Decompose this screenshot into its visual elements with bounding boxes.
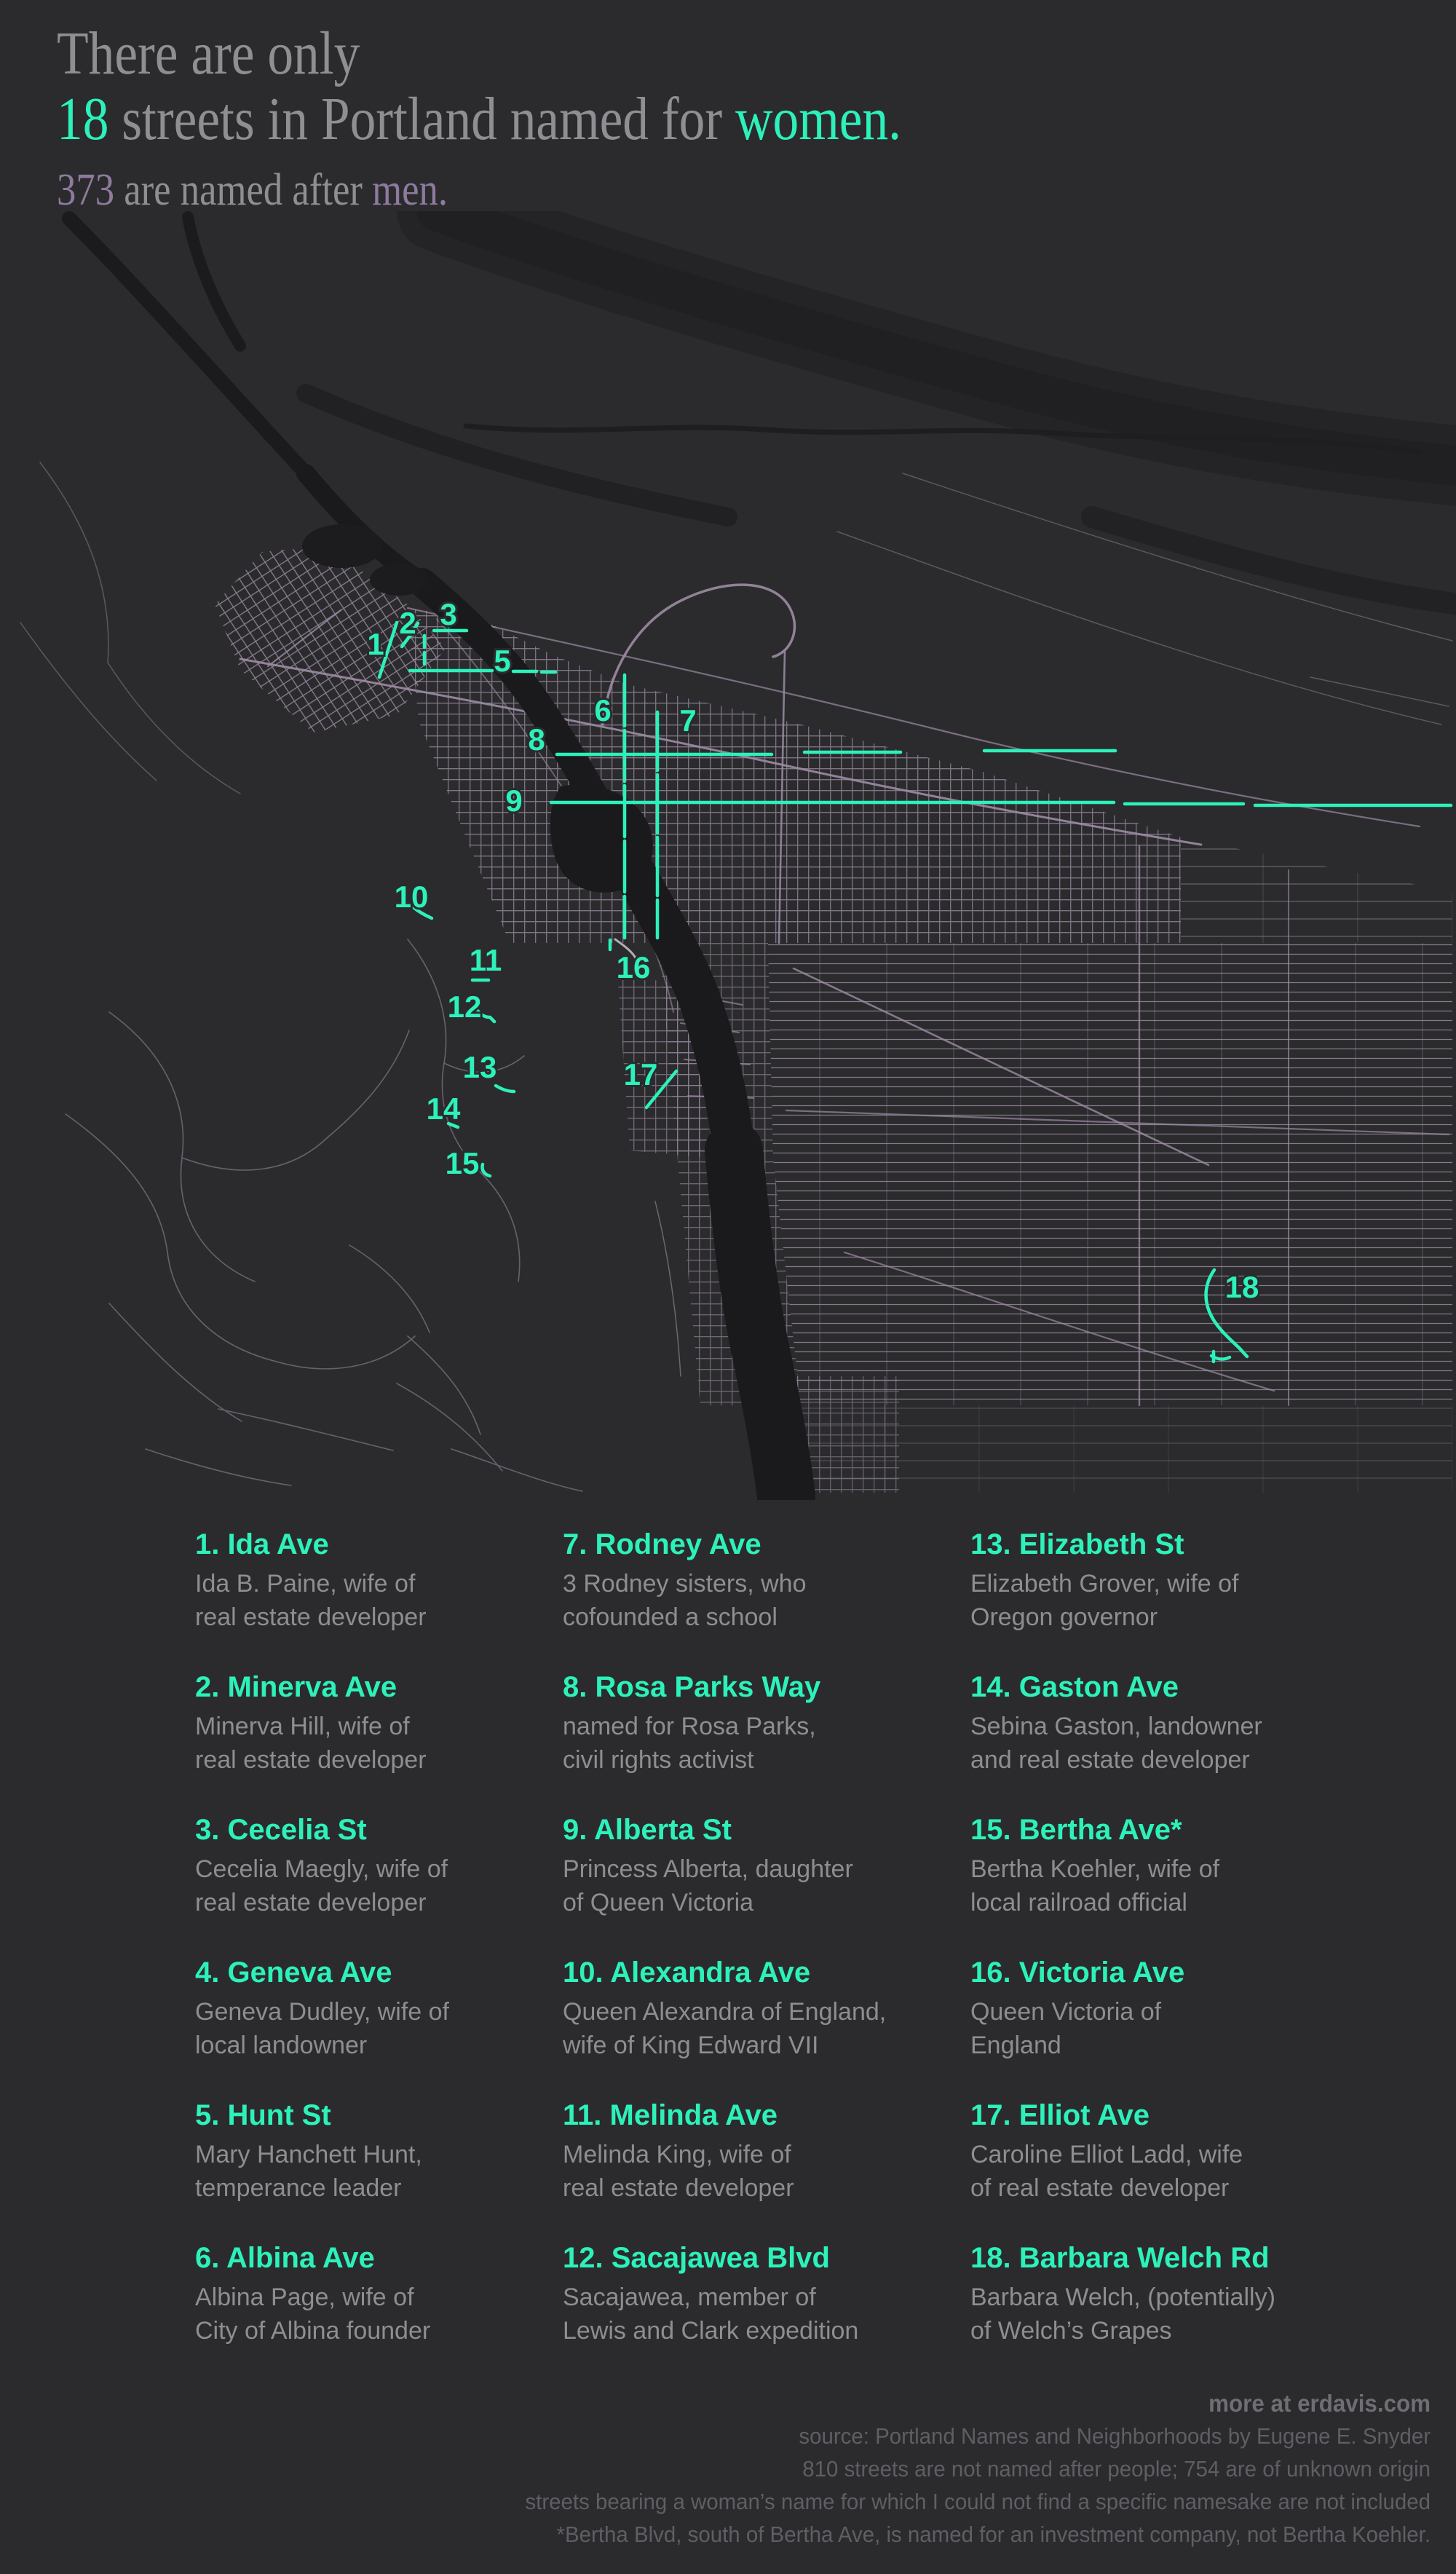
street-name: 13. Elizabeth St bbox=[970, 1528, 1184, 1560]
legend-item bbox=[563, 2240, 956, 2348]
street-desc-line: Oregon governor bbox=[970, 1603, 1158, 1631]
street-desc-line: wife of King Edward VII bbox=[563, 2032, 819, 2059]
map-marker-10: 10 bbox=[394, 880, 429, 914]
street-name: 16. Victoria Ave bbox=[970, 1957, 1185, 1989]
legend-item bbox=[563, 2097, 956, 2205]
count-men: 373 bbox=[57, 165, 115, 215]
street-name: 12. Sacajawea Blvd bbox=[563, 2242, 830, 2274]
street-desc-line: real estate developer bbox=[563, 2174, 794, 2202]
street-desc-line: and real estate developer bbox=[970, 1746, 1250, 1774]
bybee-lake bbox=[370, 564, 428, 596]
street-desc-line: Queen Alexandra of England, bbox=[563, 1998, 887, 2026]
legend-item bbox=[195, 1669, 588, 1777]
footer-note-bertha: *Bertha Blvd, south of Bertha Ave, is named for an investment company, not Bertha Koehler. bbox=[556, 2522, 1431, 2547]
word-men: men. bbox=[372, 165, 448, 215]
street-desc-line: Sacajawea, member of bbox=[563, 2283, 816, 2311]
title-line-3 bbox=[57, 165, 901, 216]
footer-note-namesake: streets bearing a woman’s name for which I could not find a specific namesake are not included bbox=[525, 2489, 1431, 2514]
street-name: 17. Elliot Ave bbox=[970, 2099, 1150, 2131]
street-desc-line: Ida B. Paine, wife of bbox=[195, 1570, 416, 1598]
map-marker-16: 16 bbox=[616, 950, 651, 984]
street-desc-line: real estate developer bbox=[195, 1603, 427, 1631]
legend-item bbox=[970, 2097, 1364, 2205]
footer-source: source: Portland Names and Neighborhoods by Eugene E. Snyder bbox=[799, 2423, 1431, 2449]
map-marker-11: 11 bbox=[469, 943, 502, 977]
eastside-grid bbox=[768, 943, 1452, 1405]
map-marker-8: 8 bbox=[528, 722, 545, 757]
street-desc-line: of Queen Victoria bbox=[563, 1889, 754, 1916]
street-desc-line: local railroad official bbox=[970, 1889, 1187, 1916]
footer-stats: 810 streets are not named after people; 754 are of unknown origin bbox=[802, 2456, 1431, 2482]
street-name: 1. Ida Ave bbox=[195, 1528, 329, 1560]
street-name: 4. Geneva Ave bbox=[195, 1957, 392, 1989]
southwest-hills-roads bbox=[66, 939, 582, 1491]
legend-item bbox=[195, 1954, 588, 2062]
street-desc-line: of real estate developer bbox=[970, 2174, 1230, 2202]
street-name: 6. Albina Ave bbox=[195, 2242, 375, 2274]
street-desc-line: Geneva Dudley, wife of bbox=[195, 1998, 449, 2026]
legend-item bbox=[563, 1954, 956, 2062]
street-name: 14. Gaston Ave bbox=[970, 1671, 1179, 1703]
legend-item bbox=[970, 2240, 1364, 2348]
title-line-1: There are only bbox=[57, 20, 360, 87]
map-marker-3: 3 bbox=[440, 597, 457, 631]
street-desc-line: real estate developer bbox=[195, 1746, 427, 1774]
legend-item bbox=[195, 2097, 588, 2205]
street-desc-line: Queen Victoria of bbox=[970, 1998, 1162, 2026]
street-desc-line: Albina Page, wife of bbox=[195, 2283, 414, 2311]
map-marker-9: 9 bbox=[505, 783, 523, 818]
street-name: 15. Bertha Ave* bbox=[970, 1814, 1182, 1846]
street-desc-line: temperance leader bbox=[195, 2174, 402, 2202]
street-desc-line: Elizabeth Grover, wife of bbox=[970, 1570, 1239, 1598]
street-desc-line: Lewis and Clark expedition bbox=[563, 2317, 859, 2345]
map-marker-17: 17 bbox=[623, 1057, 658, 1091]
street-name: 5. Hunt St bbox=[195, 2099, 331, 2131]
street-name: 8. Rosa Parks Way bbox=[563, 1671, 821, 1703]
street-desc-line: 3 Rodney sisters, who bbox=[563, 1570, 807, 1598]
map-marker-7: 7 bbox=[679, 703, 697, 738]
street-elizabeth-st bbox=[496, 1086, 514, 1091]
street-name: 2. Minerva Ave bbox=[195, 1671, 397, 1703]
map-marker-14: 14 bbox=[426, 1091, 461, 1126]
portland-street-map bbox=[0, 211, 1456, 1500]
legend-column-2 bbox=[563, 1526, 956, 2382]
street-desc-line: real estate developer bbox=[195, 1889, 427, 1916]
title-line-2 bbox=[57, 86, 901, 153]
north-portland-grid bbox=[408, 608, 659, 943]
street-desc-line: named for Rosa Parks, bbox=[563, 1713, 816, 1740]
far-east-grid bbox=[1181, 837, 1452, 943]
title-line-2-text: streets in Portland named for bbox=[108, 85, 735, 153]
street-name: 9. Alberta St bbox=[563, 1814, 732, 1846]
street-name: 10. Alexandra Ave bbox=[563, 1957, 811, 1989]
legend-item bbox=[195, 1812, 588, 1919]
smith-lake bbox=[302, 524, 382, 568]
word-women: women. bbox=[735, 85, 902, 153]
street-desc-line: Mary Hanchett Hunt, bbox=[195, 2141, 422, 2168]
northeast-grid bbox=[628, 684, 1181, 943]
map-marker-6: 6 bbox=[594, 693, 612, 727]
legend-item bbox=[195, 2240, 588, 2348]
street-desc-line: Barbara Welch, (potentially) bbox=[970, 2283, 1275, 2311]
street-desc-line: Sebina Gaston, landowner bbox=[970, 1713, 1262, 1740]
street-desc-line: England bbox=[970, 2032, 1061, 2059]
title-line-3-text: are named after bbox=[114, 165, 373, 215]
street-desc-line: civil rights activist bbox=[563, 1746, 754, 1774]
street-desc-line: Princess Alberta, daughter bbox=[563, 1855, 853, 1883]
legend-column-3 bbox=[970, 1526, 1364, 2382]
street-name: 11. Melinda Ave bbox=[563, 2099, 778, 2131]
legend-item bbox=[970, 1526, 1364, 1634]
map-marker-5: 5 bbox=[494, 644, 511, 678]
street-desc-line: City of Albina founder bbox=[195, 2317, 431, 2345]
map-marker-13: 13 bbox=[462, 1050, 497, 1084]
footer-credits bbox=[525, 2387, 1431, 2551]
legend-item bbox=[970, 1954, 1364, 2062]
street-name: 18. Barbara Welch Rd bbox=[970, 2242, 1270, 2274]
street-desc-line: local landowner bbox=[195, 2032, 368, 2059]
map-marker-2: 2 bbox=[399, 606, 416, 640]
legend-item bbox=[195, 1526, 588, 1634]
footer-more-link: more at erdavis.com bbox=[1208, 2390, 1431, 2417]
legend-item bbox=[970, 1812, 1364, 1919]
street-desc-line: Bertha Koehler, wife of bbox=[970, 1855, 1220, 1883]
title-block bbox=[57, 22, 901, 216]
street-desc-line: Melinda King, wife of bbox=[563, 2141, 791, 2168]
legend-item bbox=[563, 1669, 956, 1777]
street-desc-line: cofounded a school bbox=[563, 1603, 778, 1631]
map-marker-12: 12 bbox=[447, 990, 482, 1024]
map-marker-15: 15 bbox=[445, 1146, 480, 1180]
street-desc-line: Minerva Hill, wife of bbox=[195, 1713, 410, 1740]
street-desc-line: Cecelia Maegly, wife of bbox=[195, 1855, 448, 1883]
legend-column-1 bbox=[195, 1526, 588, 2382]
legend-item bbox=[970, 1669, 1364, 1777]
map-marker-18: 18 bbox=[1224, 1270, 1259, 1304]
street-bertha-ave bbox=[482, 1164, 490, 1176]
street-name: 7. Rodney Ave bbox=[563, 1528, 761, 1560]
street-desc-line: Caroline Elliot Ladd, wife bbox=[970, 2141, 1243, 2168]
map-marker-1: 1 bbox=[367, 627, 384, 661]
street-desc-line: of Welch’s Grapes bbox=[970, 2317, 1172, 2345]
north-portland-harbor bbox=[306, 393, 728, 517]
legend-item bbox=[563, 1812, 956, 1919]
street-name: 3. Cecelia St bbox=[195, 1814, 367, 1846]
count-women: 18 bbox=[57, 85, 109, 153]
street-hunt-st bbox=[410, 671, 555, 672]
legend-item bbox=[563, 1526, 956, 1634]
multnomah-channel bbox=[69, 218, 306, 473]
